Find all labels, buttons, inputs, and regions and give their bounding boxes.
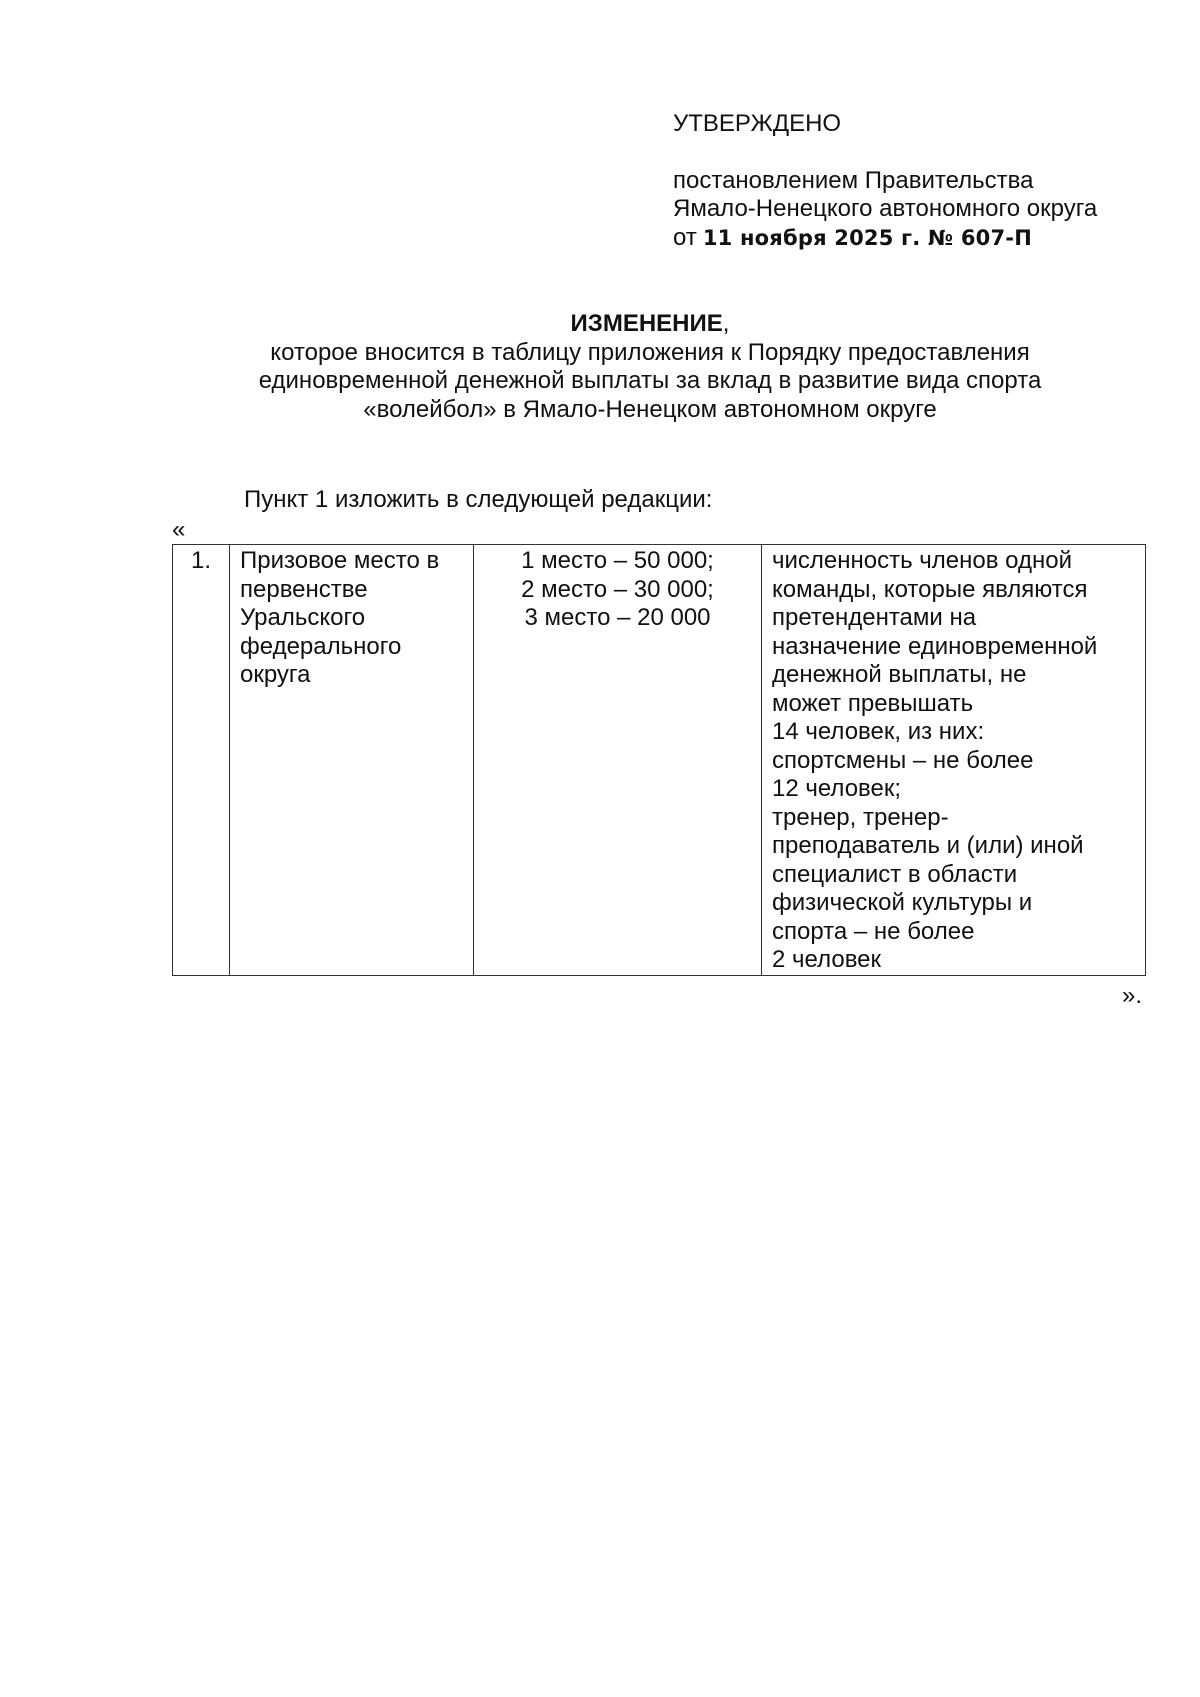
row-number: 1.	[190, 547, 211, 574]
document-title-block	[150, 310, 1150, 424]
description-line: первенстве	[240, 575, 368, 603]
approval-date-line	[673, 224, 1173, 253]
row-number-cell	[173, 545, 230, 976]
conditions-line: может превышать	[772, 689, 974, 717]
approval-date-prefix: от	[673, 223, 697, 251]
prize-line: 3 место – 20 000	[524, 604, 711, 631]
conditions-cell	[762, 545, 1146, 976]
conditions-line: 12 человек;	[772, 775, 902, 802]
conditions-line: претендентами на	[772, 604, 977, 631]
description-cell	[230, 545, 474, 976]
document-subtitle-line-2: единовременной денежной выплаты за вклад в развитие вида спорта	[258, 367, 1042, 394]
instruction-paragraph: Пункт 1 изложить в следующей редакции:	[244, 486, 713, 513]
amendment-table	[172, 544, 1146, 976]
description-line: Уральского	[240, 604, 366, 631]
document-title: ИЗМЕНЕНИЕ	[570, 310, 723, 337]
approval-line-1: постановлением Правительства	[673, 166, 1034, 194]
document-title-line	[150, 310, 1150, 339]
prize-amount-cell	[474, 545, 762, 976]
conditions-line: спорта – не более	[772, 917, 975, 945]
conditions-line: преподаватель и (или) иной	[772, 832, 1084, 859]
approval-block	[673, 110, 1173, 252]
conditions-line: тренер, тренер-	[772, 803, 949, 831]
approval-date-value: 11 ноября 2025 г. № 607-П	[702, 225, 1032, 250]
conditions-line: 14 человек, из них:	[772, 718, 985, 745]
prize-line: 2 место – 30 000;	[521, 575, 714, 603]
description-line: округа	[240, 661, 311, 688]
conditions-line: численность членов одной	[772, 547, 1072, 574]
closing-quote: ».	[1122, 982, 1143, 1009]
conditions-line: назначение единовременной	[772, 632, 1098, 660]
amendment-table-wrapper	[172, 544, 1145, 976]
description-line: федерального	[240, 632, 402, 660]
document-title-comma: ,	[722, 310, 730, 337]
conditions-line: физической культуры и	[772, 889, 1033, 916]
conditions-line: специалист в области	[772, 860, 1018, 888]
conditions-line: денежной выплаты, не	[772, 661, 1027, 688]
description-line: Призовое место в	[240, 547, 440, 574]
conditions-line: 2 человек	[772, 946, 882, 973]
conditions-line: команды, которые являются	[772, 575, 1088, 603]
approval-line-2: Ямало-Ненецкого автономного округа	[673, 195, 1098, 222]
table-row	[173, 545, 1146, 976]
approval-heading: УТВЕРЖДЕНО	[673, 110, 842, 137]
conditions-line: спортсмены – не более	[772, 746, 1034, 774]
document-subtitle-line-1: которое вносится в таблицу приложения к Порядку предоставления	[270, 338, 1030, 366]
document-subtitle-line-3: «волейбол» в Ямало-Ненецком автономном округе	[363, 395, 937, 423]
opening-quote: «	[172, 516, 186, 543]
prize-line: 1 место – 50 000;	[521, 547, 714, 574]
